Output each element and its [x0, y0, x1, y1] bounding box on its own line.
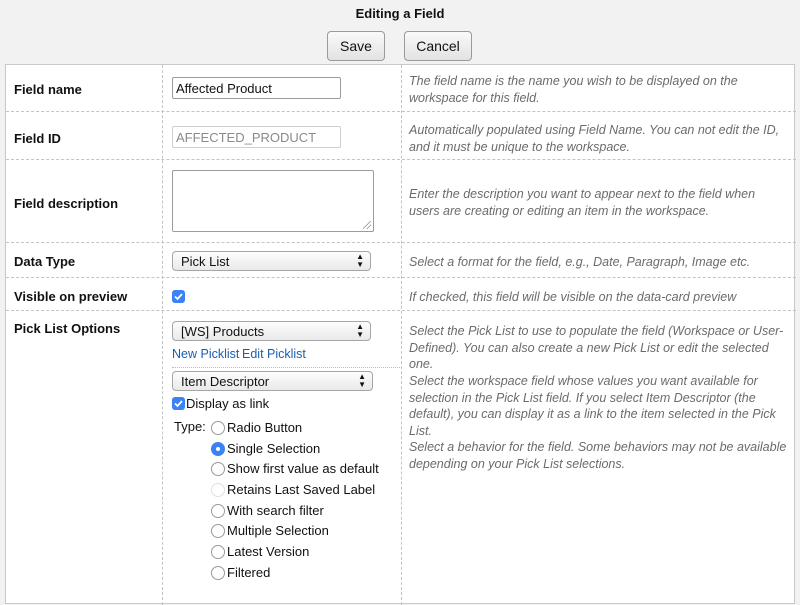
- row-divider: [6, 242, 796, 243]
- pick-list-field-help: Select the workspace field whose values you want available for selection in the Pick List field. If you select Item Descriptor (the default), you can display it as a link to the item selected in the Pick List.: [409, 374, 776, 438]
- visible-on-preview-help: If checked, this field will be visible on the data-card preview: [409, 290, 737, 304]
- resize-handle-icon[interactable]: [363, 221, 371, 229]
- row-divider: [6, 310, 796, 311]
- single-selection-radio[interactable]: [211, 442, 225, 456]
- radio-option-label: Show first value as default: [227, 461, 379, 476]
- pick-list-field-select[interactable]: [172, 371, 373, 391]
- checkmark-icon: [173, 291, 184, 302]
- pick-list-help: Select the Pick List to use to populate the field (Workspace or User-Defined). You can also create a new Pick List or edit the selected one.: [409, 324, 784, 371]
- visible-on-preview-label: Visible on preview: [14, 289, 128, 304]
- show-first-value-radio[interactable]: [211, 462, 225, 476]
- field-id-label: Field ID: [14, 131, 61, 146]
- field-name-help: The field name is the name you wish to be displayed on the workspace for this field.: [409, 74, 738, 105]
- new-picklist-link[interactable]: New Picklist: [172, 347, 240, 361]
- save-button[interactable]: Save: [327, 31, 385, 61]
- column-divider: [162, 65, 163, 605]
- edit-picklist-link[interactable]: Edit Picklist: [242, 347, 306, 361]
- multiple-selection-radio[interactable]: [211, 524, 225, 538]
- with-search-filter-radio[interactable]: [211, 504, 225, 518]
- data-type-label: Data Type: [14, 254, 76, 269]
- filtered-radio[interactable]: [211, 566, 225, 580]
- field-id-input: [172, 126, 341, 148]
- field-description-textarea[interactable]: [172, 170, 374, 232]
- field-form: [5, 64, 795, 604]
- radio-option-label: Retains Last Saved Label: [227, 482, 376, 497]
- display-as-link-label: Display as link: [186, 396, 270, 411]
- row-divider: [6, 159, 796, 160]
- select-arrows-icon: ▲ ▼: [356, 322, 364, 339]
- pick-list-value: [WS] Products: [181, 323, 265, 339]
- radio-option-label: Multiple Selection: [227, 523, 329, 538]
- checkmark-icon: [173, 398, 184, 409]
- field-id-help: Automatically populated using Field Name. You can not edit the ID, and it must be unique to the workspace.: [409, 123, 780, 154]
- row-divider: [6, 111, 796, 112]
- latest-version-radio[interactable]: [211, 545, 225, 559]
- pick-list-behavior-help: Select a behavior for the field. Some behaviors may not be available depending on your Pick List selections.: [409, 440, 787, 471]
- data-type-value: Pick List: [181, 253, 230, 269]
- column-divider: [401, 65, 402, 605]
- data-type-select[interactable]: [172, 251, 371, 271]
- select-arrows-icon: ▲ ▼: [358, 372, 366, 389]
- dialog-title: Editing a Field: [355, 6, 445, 21]
- select-arrows-icon: ▲ ▼: [356, 252, 364, 269]
- radio-button-radio[interactable]: [211, 421, 225, 435]
- field-description-label: Field description: [14, 196, 119, 211]
- pick-list-options-label: Pick List Options: [14, 321, 121, 336]
- field-name-label: Field name: [14, 82, 82, 97]
- type-label: Type:: [174, 419, 206, 434]
- option-separator: [172, 367, 402, 368]
- pick-list-select[interactable]: [172, 321, 371, 341]
- retains-last-saved-radio[interactable]: [211, 483, 225, 497]
- row-divider: [6, 277, 796, 278]
- radio-option-label: Radio Button: [227, 420, 303, 435]
- cancel-button[interactable]: Cancel: [404, 31, 472, 61]
- radio-option-label: Latest Version: [227, 544, 310, 559]
- visible-on-preview-checkbox[interactable]: [172, 290, 185, 303]
- radio-option-label: With search filter: [227, 503, 324, 518]
- data-type-help: Select a format for the field, e.g., Date, Paragraph, Image etc.: [409, 255, 751, 269]
- radio-option-label: Single Selection: [227, 441, 321, 456]
- field-name-input[interactable]: [172, 77, 341, 99]
- radio-option-label: Filtered: [227, 565, 271, 580]
- display-as-link-checkbox[interactable]: [172, 397, 185, 410]
- pick-list-field-value: Item Descriptor: [181, 373, 270, 389]
- field-description-help: Enter the description you want to appear next to the field when users are creating or editing an item in the workspace.: [409, 187, 756, 218]
